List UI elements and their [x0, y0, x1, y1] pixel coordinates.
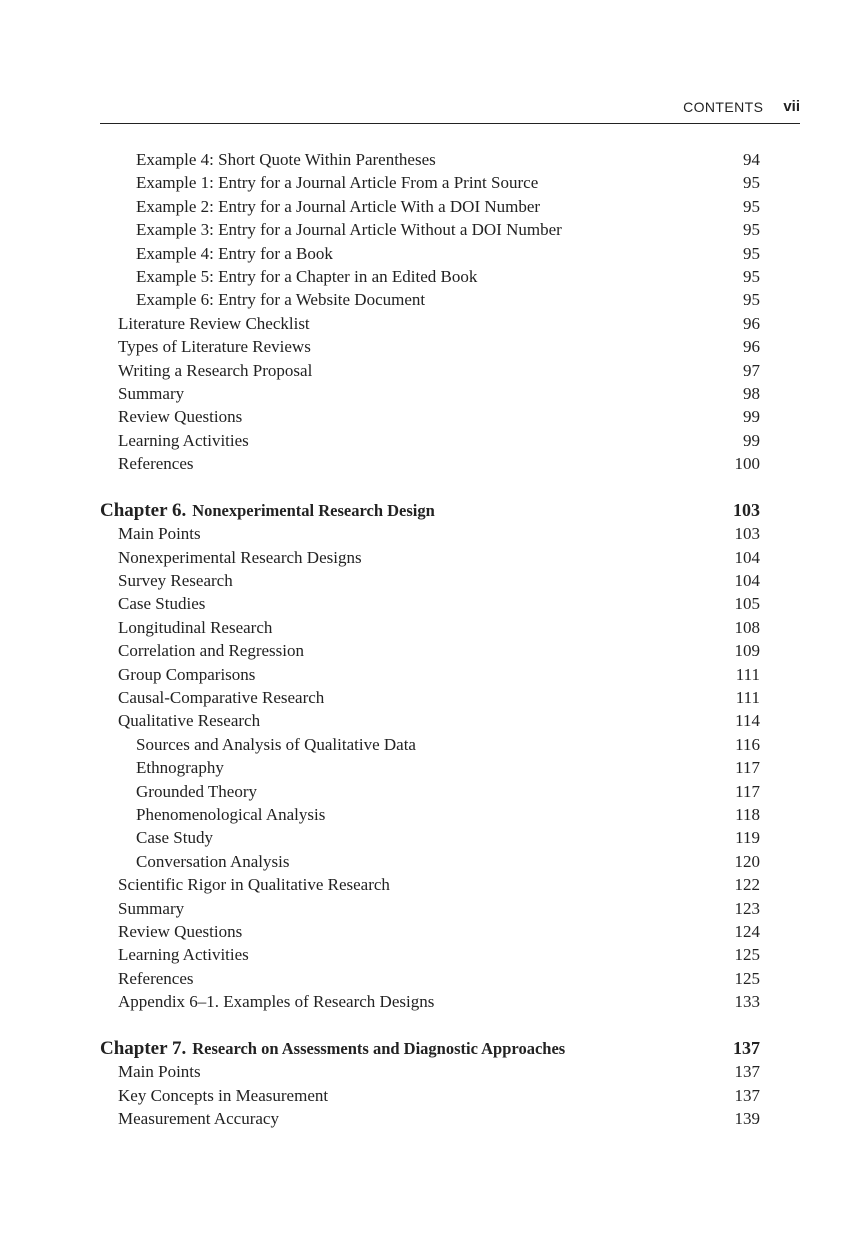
- toc-entry-title: Scientific Rigor in Qualitative Research: [118, 875, 390, 895]
- toc-entry-title: Key Concepts in Measurement: [118, 1085, 329, 1105]
- toc-entry-page: 95: [743, 220, 760, 240]
- toc-entry-title: Qualitative Research: [118, 711, 261, 731]
- toc-entry-title: Example 3: Entry for a Journal Article Without a DOI Number: [136, 220, 562, 240]
- toc-entry: [100, 242, 760, 265]
- toc-entry-title: Causal-Comparative Research: [118, 687, 325, 707]
- toc-entry-title: Case Study: [136, 828, 213, 848]
- toc-entry-page: 99: [743, 430, 760, 450]
- toc-entry: [100, 288, 760, 311]
- chapter-heading: [100, 1037, 760, 1060]
- toc-entry-page: 96: [743, 313, 760, 333]
- page-number: vii: [783, 98, 800, 115]
- chapter-heading: [100, 499, 760, 522]
- toc-entry-title: Phenomenological Analysis: [136, 804, 326, 824]
- toc-entry-page: 94: [743, 150, 760, 169]
- toc-entry-page: 96: [743, 337, 760, 357]
- toc-entry-title: Types of Literature Reviews: [118, 337, 311, 357]
- toc-entry-title: Nonexperimental Research Designs: [118, 547, 362, 567]
- toc-entry-page: 95: [743, 290, 760, 310]
- toc-entry: [100, 171, 760, 194]
- toc-entry: [100, 359, 760, 382]
- toc-entry-title: Main Points: [118, 1062, 201, 1082]
- toc-entry-page: 100: [734, 454, 760, 474]
- toc-entry: [100, 195, 760, 218]
- toc-entry: [100, 312, 760, 335]
- toc-entry: [100, 592, 760, 615]
- toc-entry: [100, 897, 760, 920]
- toc-entry-page: 133: [734, 992, 760, 1012]
- toc-entry: [100, 663, 760, 686]
- toc-entry: [100, 850, 760, 873]
- toc-entry-page: 139: [734, 1109, 760, 1129]
- toc-entry: [100, 943, 760, 966]
- chapter-title: Nonexperimental Research Design: [192, 500, 435, 520]
- toc-entry-page: 117: [735, 781, 760, 801]
- toc-entry-page: 111: [735, 687, 760, 707]
- toc-entry-title: Literature Review Checklist: [118, 313, 310, 333]
- toc-entry: [100, 1060, 760, 1083]
- toc-entry-page: 104: [734, 547, 760, 567]
- toc-entry: [100, 569, 760, 592]
- table-of-contents: [100, 148, 760, 1130]
- toc-entry-title: Longitudinal Research: [118, 617, 273, 637]
- toc-entry-title: Group Comparisons: [118, 664, 256, 684]
- toc-entry: [100, 756, 760, 779]
- chapter-label: Chapter 6.: [100, 499, 187, 521]
- page-header: [100, 97, 800, 124]
- toc-entry-page: 123: [734, 898, 760, 918]
- toc-entry-title: Review Questions: [118, 407, 243, 427]
- toc-entry-page: 98: [743, 383, 760, 403]
- toc-entry-title: Example 4: Short Quote Within Parentheses: [136, 150, 436, 169]
- toc-entry-title: Learning Activities: [118, 945, 249, 965]
- toc-entry-page: 95: [743, 266, 760, 286]
- toc-entry-title: Conversation Analysis: [136, 851, 290, 871]
- toc-entry: [100, 709, 760, 732]
- toc-entry-title: Writing a Research Proposal: [118, 360, 313, 380]
- toc-entry-page: 103: [734, 524, 760, 544]
- toc-entry: [100, 639, 760, 662]
- toc-entry-page: 111: [735, 664, 760, 684]
- toc-entry-title: Sources and Analysis of Qualitative Data: [136, 734, 416, 754]
- chapter-title-group: [100, 499, 435, 522]
- toc-entry: [100, 218, 760, 241]
- toc-entry-page: 118: [735, 804, 760, 824]
- toc-entry: [100, 452, 760, 475]
- toc-entry-page: 105: [734, 594, 760, 614]
- chapter-title-group: [100, 1037, 565, 1060]
- toc-entry: [100, 522, 760, 545]
- toc-entry-page: 95: [743, 196, 760, 216]
- toc-entry-title: References: [118, 968, 194, 988]
- toc-entry-page: 122: [734, 875, 760, 895]
- toc-entry: [100, 335, 760, 358]
- toc-entry-title: Correlation and Regression: [118, 641, 305, 661]
- toc-entry: [100, 733, 760, 756]
- toc-entry-page: 114: [735, 711, 760, 731]
- toc-entry-title: Appendix 6–1. Examples of Research Designs: [118, 992, 435, 1012]
- chapter-label: Chapter 7.: [100, 1037, 187, 1059]
- toc-entry-page: 104: [734, 571, 760, 591]
- toc-entry: [100, 429, 760, 452]
- toc-entry-page: 124: [734, 921, 760, 941]
- toc-entry: [100, 920, 760, 943]
- toc-entry-title: Summary: [118, 898, 185, 918]
- toc-entry: [100, 967, 760, 990]
- toc-entry-title: Summary: [118, 383, 185, 403]
- toc-entry: [100, 616, 760, 639]
- toc-entry-page: 117: [735, 758, 760, 778]
- toc-entry: [100, 686, 760, 709]
- toc-entry: [100, 873, 760, 896]
- toc-entry-page: 125: [734, 945, 760, 965]
- toc-entry: [100, 990, 760, 1013]
- toc-entry: [100, 405, 760, 428]
- toc-entry: [100, 265, 760, 288]
- toc-entry-page: 109: [734, 641, 760, 661]
- toc-entry-page: 116: [735, 734, 760, 754]
- toc-entry-page: 125: [734, 968, 760, 988]
- toc-entry: [100, 780, 760, 803]
- toc-entry: [100, 148, 760, 171]
- chapter-page: 137: [733, 1037, 760, 1058]
- toc-entry: [100, 803, 760, 826]
- toc-entry: [100, 546, 760, 569]
- toc-entry-title: Example 4: Entry for a Book: [136, 243, 333, 263]
- toc-entry-title: Example 5: Entry for a Chapter in an Edited Book: [136, 266, 478, 286]
- toc-entry-title: Example 1: Entry for a Journal Article From a Print Source: [136, 173, 539, 193]
- toc-entry-title: Ethnography: [136, 758, 224, 778]
- toc-entry-title: Learning Activities: [118, 430, 249, 450]
- toc-entry-title: Grounded Theory: [136, 781, 258, 801]
- toc-entry-title: Example 2: Entry for a Journal Article With a DOI Number: [136, 196, 541, 216]
- toc-entry-page: 95: [743, 173, 760, 193]
- toc-entry: [100, 1107, 760, 1130]
- toc-entry-page: 95: [743, 243, 760, 263]
- toc-entry-title: Case Studies: [118, 594, 206, 614]
- toc-entry-page: 137: [734, 1085, 760, 1105]
- toc-entry-title: Measurement Accuracy: [118, 1109, 279, 1129]
- toc-entry-title: Example 6: Entry for a Website Document: [136, 290, 426, 310]
- toc-entry: [100, 826, 760, 849]
- chapter-title: Research on Assessments and Diagnostic Approaches: [192, 1038, 566, 1058]
- running-title: CONTENTS: [683, 99, 764, 115]
- toc-entry-page: 137: [734, 1062, 760, 1082]
- toc-entry: [100, 1084, 760, 1107]
- toc-entry: [100, 382, 760, 405]
- toc-entry-page: 97: [743, 360, 760, 380]
- toc-entry-title: Survey Research: [118, 571, 233, 591]
- toc-entry-title: Main Points: [118, 524, 201, 544]
- toc-entry-title: References: [118, 454, 194, 474]
- toc-entry-page: 108: [734, 617, 760, 637]
- toc-entry-page: 119: [735, 828, 760, 848]
- chapter-page: 103: [733, 499, 760, 520]
- toc-entry-page: 120: [734, 851, 760, 871]
- toc-entry-page: 99: [743, 407, 760, 427]
- toc-entry-title: Review Questions: [118, 921, 243, 941]
